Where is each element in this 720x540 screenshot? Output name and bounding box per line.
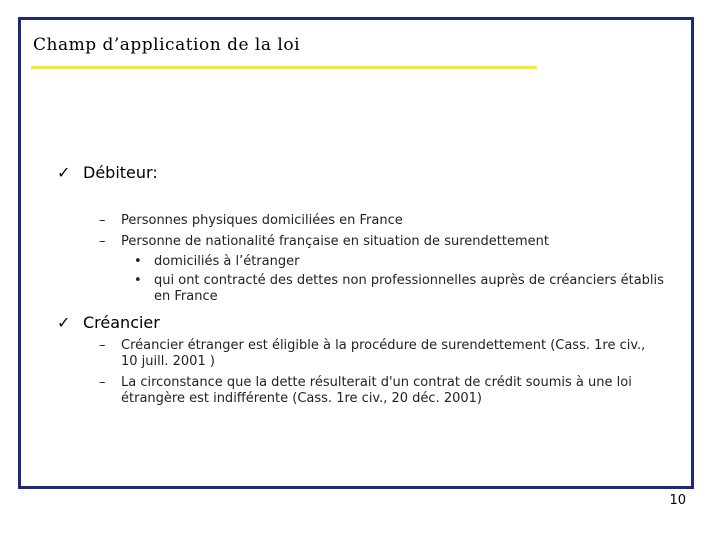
checkmark-icon: ✓ (57, 163, 71, 182)
section-heading: Débiteur: (83, 163, 158, 182)
sub-list-item-text: domiciliés à l’étranger (154, 254, 300, 269)
list-item-text: Personne de nationalité française en situation de surendettement (121, 234, 549, 249)
section-creancier-heading (57, 313, 160, 332)
slide-frame (18, 17, 694, 489)
title-underline (31, 66, 537, 69)
dash-marker: – (99, 213, 106, 228)
dash-marker: – (99, 375, 106, 390)
list-item-text: La circonstance que la dette résulterait d'un contrat de crédit soumis à une loi étrangère est indifférente (Cass. 1re civ., 20 déc. 2001) (121, 375, 632, 406)
list-item-text: Créancier étranger est éligible à la procédure de surendettement (Cass. 1re civ., 10 juill. 2001 ) (121, 338, 646, 369)
bullet-dot-icon: • (134, 273, 142, 288)
list-item-text: Personnes physiques domiciliées en France (121, 213, 403, 228)
section-debiteur-heading (57, 163, 158, 182)
bullet-dot-icon: • (134, 254, 142, 269)
sub-list-item (134, 273, 664, 305)
sub-list-item (134, 254, 664, 270)
checkmark-icon: ✓ (57, 313, 71, 332)
list-item (99, 338, 661, 370)
slide-title: Champ d’application de la loi (33, 35, 301, 55)
list-item (99, 234, 661, 250)
sub-list-item-text: qui ont contracté des dettes non professionnelles auprès de créanciers établis en France (154, 273, 664, 304)
dash-marker: – (99, 338, 106, 353)
list-item (99, 213, 661, 229)
list-item (99, 375, 661, 407)
section-heading: Créancier (83, 313, 160, 332)
page-number: 10 (669, 493, 686, 508)
dash-marker: – (99, 234, 106, 249)
